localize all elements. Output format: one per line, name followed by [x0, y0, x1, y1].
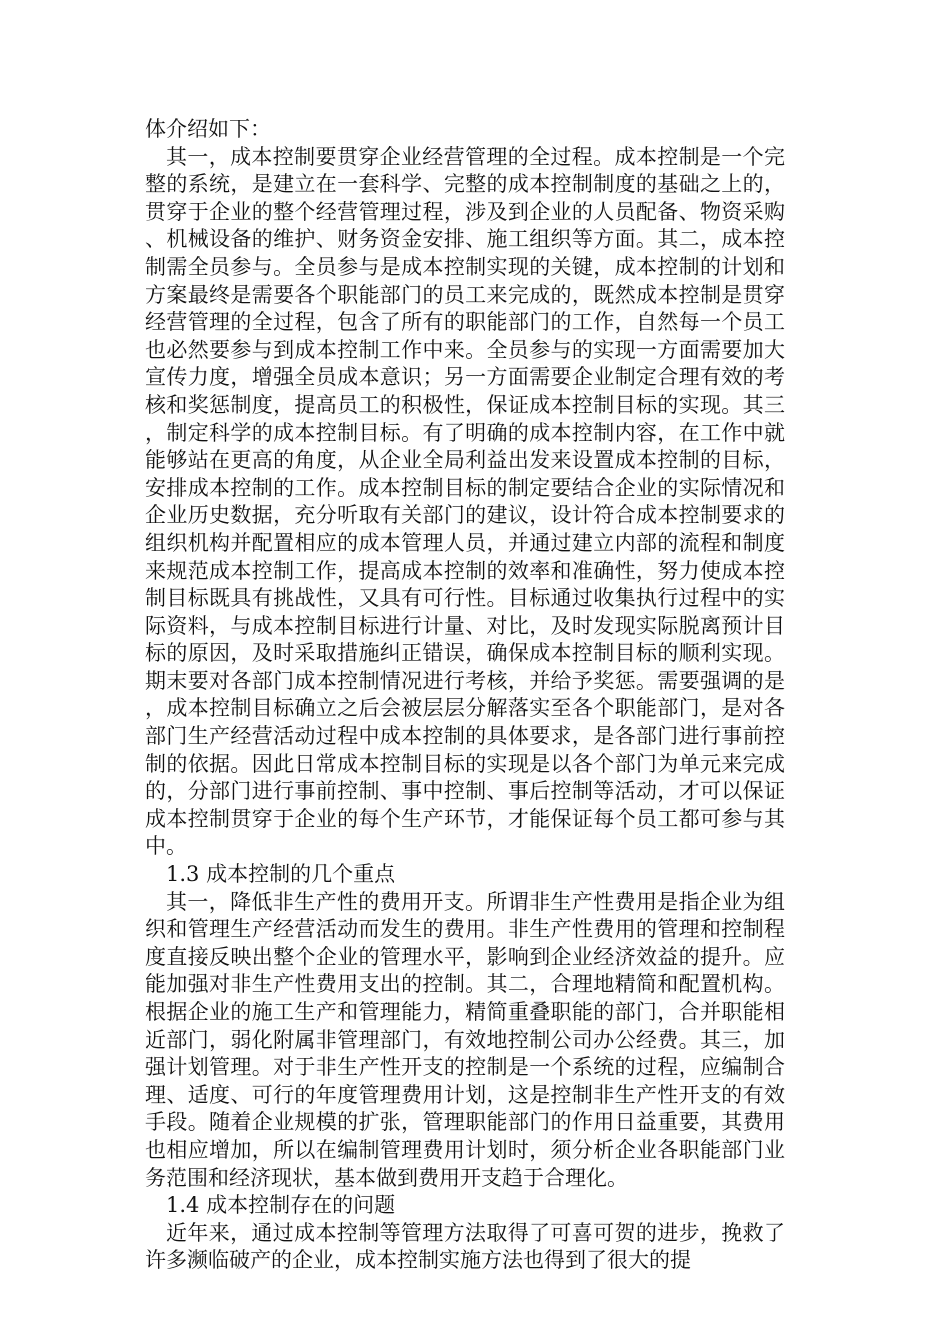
paragraph-intro: 体介绍如下：: [145, 117, 271, 141]
section-heading-1-3: 1.3 成本控制的几个重点: [166, 862, 396, 887]
section-heading-1-4: 1.4 成本控制存在的问题: [166, 1193, 396, 1218]
paragraph-key-points: 其一，成本控制要贯穿企业经营管理的全过程。成本控制是一个完整的系统，是建立在一套科学、完整的成本控制制度的基础之上的，贯穿于企业的整个经营管理过程，涉及到企业的人员配备、物资采购、机械设备的维护、财务资金安排、施工组织等方面。其二，成本控制需全员参与。全员参与是成本控制实现的关键，成本控制的计划和方案最终是需要各个职能部门的员工来完成的，既然成本控制是贯穿经营管理的全过程，包含了所有的职能部门的工作，自然每一个员工也必然要参与到成本控制工作中来。全员参与的实现一方面需要加大宣传力度，增强全员成本意识；另一方面需要企业制定合理有效的考核和奖惩制度，提高员工的积极性，保证成本控制目标的实现。其三，制定科学的成本控制目标。有了明确的成本控制内容，在工作中就能够站在更高的角度，从企业全局利益出发来设置成本控制的目标，安排成本控制的工作。成本控制目标的制定要结合企业的实际情况和企业历史数据，充分听取有关部门的建议，设计符合成本控制要求的组织机构并配置相应的成本管理人员，并通过建立内部的流程和制度来规范成本控制工作，提高成本控制的效率和准确性，努力使成本控制目标既具有挑战性，又具有可行性。目标通过收集执行过程中的实际资料，与成本控制目标进行计量、对比，及时发现实际脱离预计目标的原因，及时采取措施纠正错误，确保成本控制目标的顺利实现。期末要对各部门成本控制情况进行考核，并给予奖惩。需要强调的是，成本控制目标确立之后会被层层分解落实至各个职能部门，是对各部门生产经营活动过程中成本控制的具体要求，是各部门进行事前控制的依据。因此日常成本控制目标的实现是以各个部门为单元来完成的，分部门进行事前控制、事中控制、事后控制等活动，才可以保证成本控制贯穿于企业的每个生产环节，才能保证每个员工都可参与其中。: [145, 144, 785, 859]
document-page: [145, 116, 785, 1275]
paragraph-problems: 近年来，通过成本控制等管理方法取得了可喜可贺的进步，挽救了许多濒临破产的企业，成本控制实施方法也得到了很大的提: [145, 1220, 785, 1273]
paragraph-cost-focus: 其一，降低非生产性的费用开支。所谓非生产性费用是指企业为组织和管理生产经营活动而发生的费用。非生产性费用的管理和控制程度直接反映出整个企业的管理水平，影响到企业经济效益的提升。应能加强对非生产性费用支出的控制。其二，合理地精简和配置机构。根据企业的施工生产和管理能力，精简重叠职能的部门，合并职能相近部门，弱化附属非管理部门，有效地控制公司办公经费。其三，加强计划管理。对于非生产性开支的控制是一个系统的过程，应编制合理、适度、可行的年度管理费用计划，这是控制非生产性开支的有效手段。随着企业规模的扩张，管理职能部门的作用日益重要，其费用也相应增加，所以在编制管理费用计划时，须分析企业各职能部门业务范围和经济现状，基本做到费用开支趋于合理化。: [145, 889, 785, 1190]
